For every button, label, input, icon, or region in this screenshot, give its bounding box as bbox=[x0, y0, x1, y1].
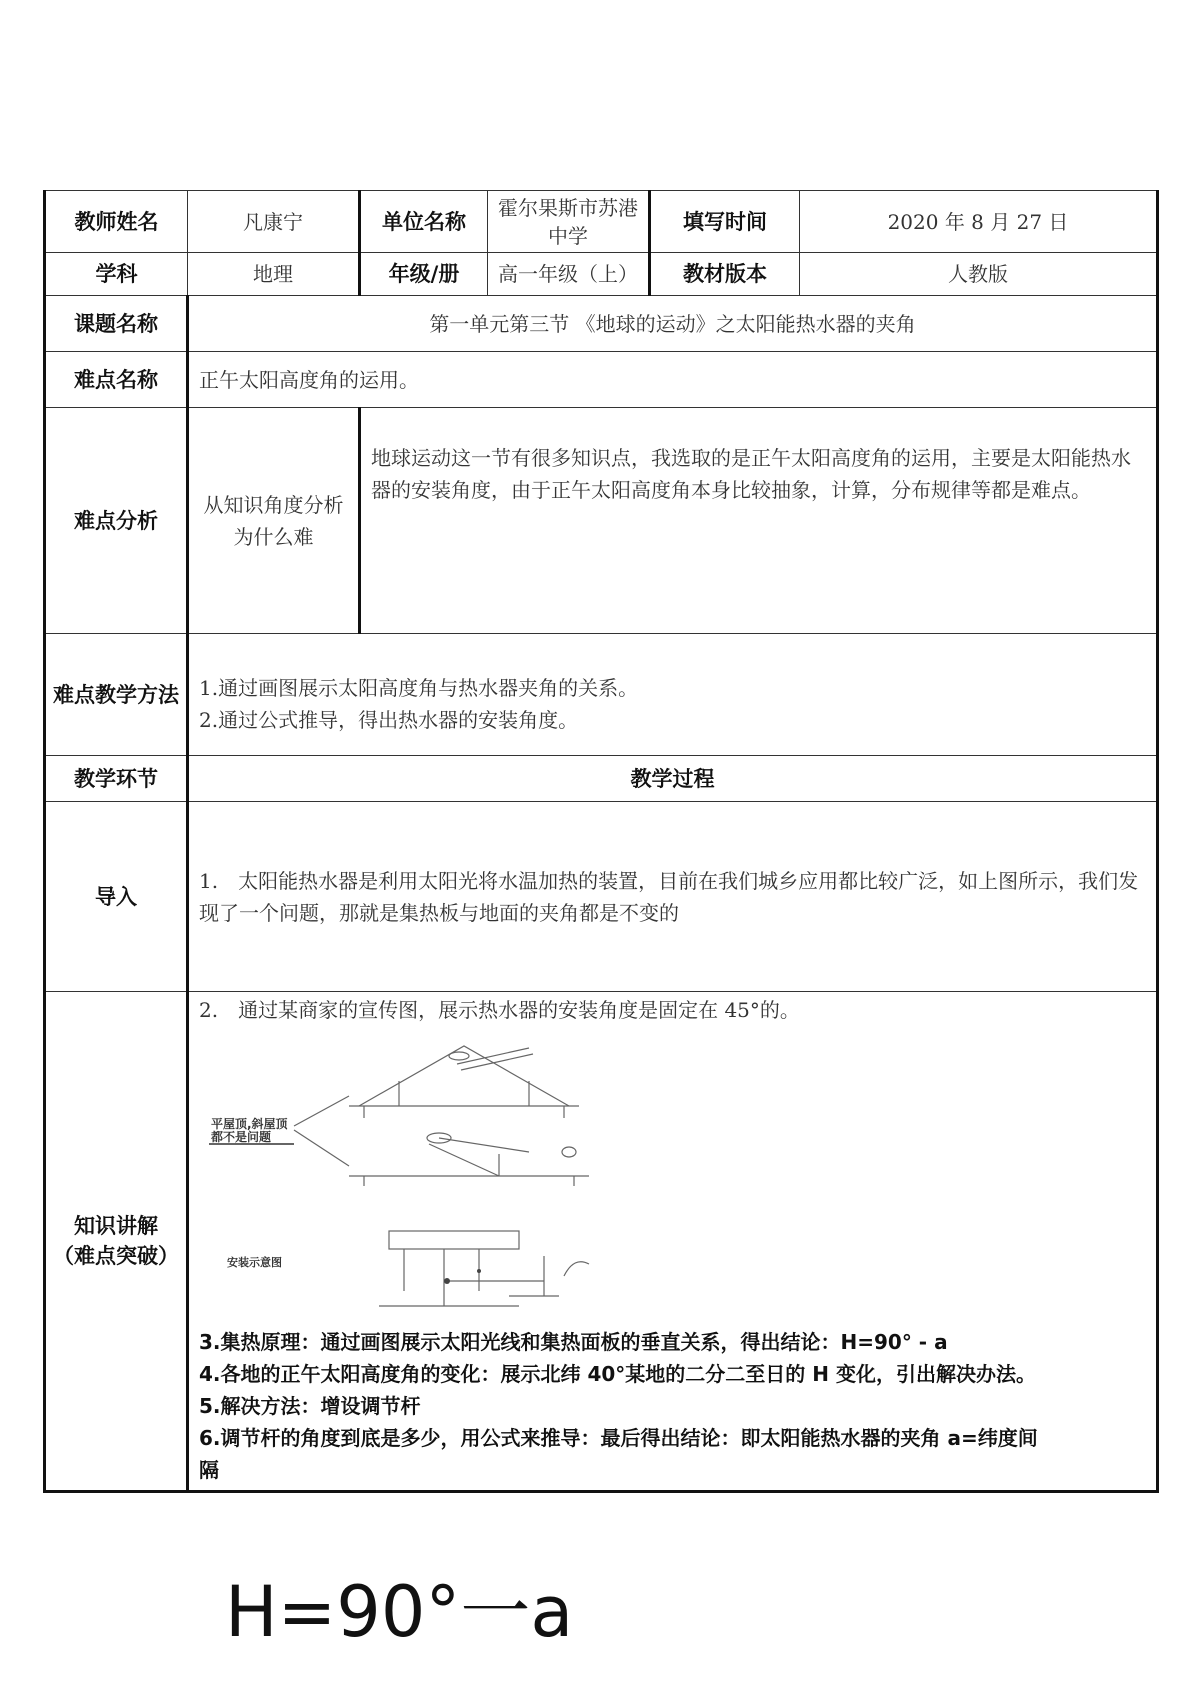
method-content bbox=[188, 634, 1158, 756]
installation-diagram-svg bbox=[199, 1026, 1099, 1326]
header-row-1 bbox=[45, 191, 1158, 253]
knowledge-point: 4.各地的正午太阳高度角的变化：展示北纬 40°某地的二分二至日的 H 变化，引出解决办法。 bbox=[199, 1362, 1036, 1386]
diagram-caption-left: 平屋顶,斜屋顶 都不是问题 bbox=[211, 1117, 288, 1144]
method-item: 1.通过画图展示太阳高度角与热水器夹角的关系。 bbox=[199, 676, 639, 700]
lesson-plan-table bbox=[43, 190, 1159, 1493]
process-header-right: 教学过程 bbox=[188, 756, 1158, 802]
teacher-value: 凡康宁 bbox=[188, 191, 360, 253]
time-label: 填写时间 bbox=[650, 191, 800, 253]
analysis-sublabel: 从知识角度分析为什么难 bbox=[188, 408, 360, 634]
installation-diagram bbox=[199, 1026, 1099, 1326]
knowledge-label-line2: （难点突破） bbox=[53, 1244, 179, 1268]
difficulty-value: 正午太阳高度角的运用。 bbox=[188, 352, 1158, 408]
formula-text: H=90°一a bbox=[225, 1571, 574, 1653]
knowledge-points bbox=[199, 1326, 1146, 1486]
intro-label: 导入 bbox=[45, 802, 188, 992]
subject-label: 学科 bbox=[45, 253, 188, 296]
knowledge-point: 6.调节杆的角度到底是多少，用公式来推导：最后得出结论：即太阳能热水器的夹角 a=纬度间 bbox=[199, 1426, 1038, 1450]
analysis-row bbox=[45, 408, 1158, 634]
process-header-row bbox=[45, 756, 1158, 802]
knowledge-content bbox=[188, 992, 1158, 1492]
difficulty-row bbox=[45, 352, 1158, 408]
grade-value: 高一年级（上） bbox=[488, 253, 650, 296]
topic-value: 第一单元第三节 《地球的运动》之太阳能热水器的夹角 bbox=[188, 296, 1158, 352]
edition-label: 教材版本 bbox=[650, 253, 800, 296]
knowledge-row bbox=[45, 992, 1158, 1492]
method-row bbox=[45, 634, 1158, 756]
topic-label: 课题名称 bbox=[45, 296, 188, 352]
analysis-label: 难点分析 bbox=[45, 408, 188, 634]
knowledge-point: 隔 bbox=[199, 1458, 219, 1482]
knowledge-point: 3.集热原理：通过画图展示太阳光线和集热面板的垂直关系，得出结论：H=90° - a bbox=[199, 1330, 948, 1354]
knowledge-intro-line: 2. 通过某商家的宣传图，展示热水器的安装角度是固定在 45°的。 bbox=[199, 998, 800, 1022]
teacher-label: 教师姓名 bbox=[45, 191, 188, 253]
intro-row bbox=[45, 802, 1158, 992]
unit-value: 霍尔果斯市苏港中学 bbox=[488, 191, 650, 253]
diagram-caption-bottom-left: 安装示意图 bbox=[227, 1256, 282, 1269]
method-label: 难点教学方法 bbox=[45, 634, 188, 756]
method-item: 2.通过公式推导，得出热水器的安装角度。 bbox=[199, 708, 579, 732]
knowledge-label bbox=[45, 992, 188, 1492]
knowledge-label-line1: 知识讲解 bbox=[74, 1214, 158, 1238]
process-header-left: 教学环节 bbox=[45, 756, 188, 802]
topic-row bbox=[45, 296, 1158, 352]
knowledge-point: 5.解决方法：增设调节杆 bbox=[199, 1394, 421, 1418]
unit-label: 单位名称 bbox=[360, 191, 488, 253]
lesson-plan-sheet bbox=[43, 190, 1156, 1493]
intro-value: 1. 太阳能热水器是利用太阳光将水温加热的装置，目前在我们城乡应用都比较广泛，如上图所示，我们发现了一个问题，那就是集热板与地面的夹角都是不变的 bbox=[188, 802, 1158, 992]
difficulty-label: 难点名称 bbox=[45, 352, 188, 408]
header-row-2 bbox=[45, 253, 1158, 296]
analysis-value: 地球运动这一节有很多知识点，我选取的是正午太阳高度角的运用，主要是太阳能热水器的安装角度，由于正午太阳高度角本身比较抽象，计算，分布规律等都是难点。 bbox=[360, 408, 1158, 634]
time-value: 2020 年 8 月 27 日 bbox=[800, 191, 1158, 253]
grade-label: 年级/册 bbox=[360, 253, 488, 296]
subject-value: 地理 bbox=[188, 253, 360, 296]
edition-value: 人教版 bbox=[800, 253, 1158, 296]
